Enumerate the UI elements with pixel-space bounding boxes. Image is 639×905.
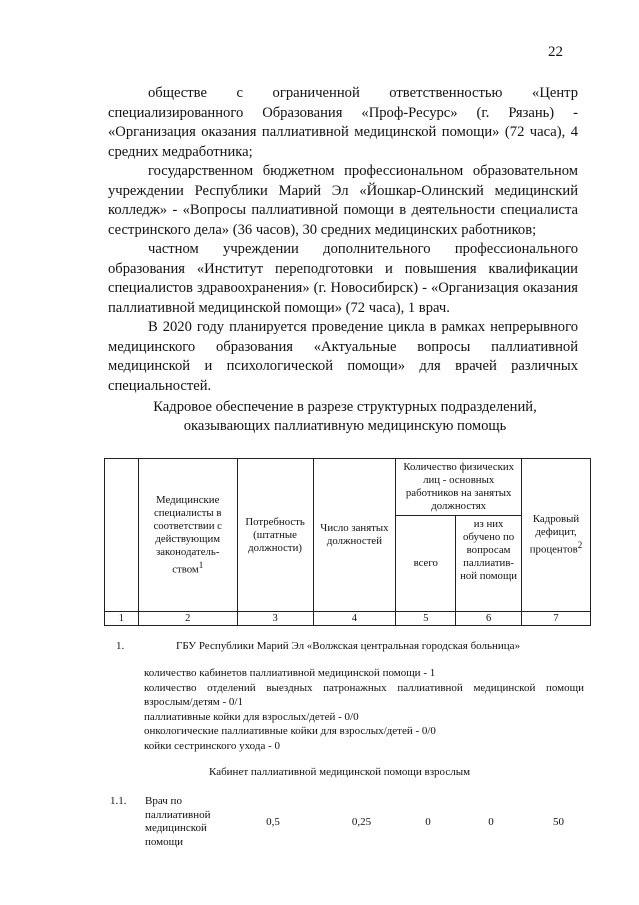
- table-caption: [110, 398, 580, 436]
- list-item: паллиативные койки для взрослых/детей - 0/0: [144, 710, 359, 723]
- row-trained: 0: [488, 816, 494, 828]
- paragraph-1: обществе с ограниченной ответственностью «Центр специализированного Образования «Проф-Ресурс» (г. Рязань) - «Организация оказания паллиативной медицинской помощи» (72 часа), 4 средних медработника;: [108, 85, 578, 160]
- column-number: 7: [522, 612, 591, 626]
- paragraph-2: государственном бюджетном профессиональном образовательном учреждении Республики Марий Эл «Йошкар-Олинский медицинский колледж» - «Вопросы паллиативной помощи в деятельности специалиста сестринского дела» (36 часов), 30 средних медицинских работников;: [108, 163, 578, 238]
- header-trained: из них обучено по вопросам паллиатив-ной помощи: [456, 516, 522, 612]
- section-items: [144, 666, 584, 753]
- staffing-table: [104, 458, 591, 626]
- column-number: 6: [456, 612, 522, 626]
- header-cell-index: [105, 459, 139, 612]
- column-numbers-row: [105, 612, 591, 626]
- page-number: 22: [548, 44, 563, 60]
- paragraph-4: В 2020 году планируется проведение цикла в рамках непрерывного медицинского образования «Актуальные вопросы паллиативной медицинской и психологической помощи» для врачей различных специальностей.: [108, 319, 578, 394]
- row-specialist-name: Врач по паллиативной медицинской помощи: [145, 795, 211, 848]
- row-number: 1.1.: [110, 795, 127, 807]
- header-group: Количество физических лиц - основных работников на занятых должностях: [396, 459, 522, 516]
- section-title: ГБУ Республики Марий Эл «Волжская центральная городская больница»: [176, 640, 521, 652]
- subsection-caption: Кабинет паллиативной медицинской помощи взрослым: [209, 766, 471, 778]
- row-occupied: 0,25: [351, 816, 372, 828]
- row-need: 0,5: [266, 816, 280, 828]
- section-number: 1.: [116, 640, 125, 652]
- row-deficit: 50: [553, 816, 564, 828]
- header-specialists: Медицинские специалисты в соответствии с действующим законодатель-ством$^1$: [138, 459, 237, 612]
- column-number: 4: [313, 612, 396, 626]
- body-text: [108, 84, 578, 396]
- list-item: количество кабинетов паллиативной медицинской помощи - 1: [144, 667, 436, 679]
- list-item: койки сестринского ухода - 0: [144, 739, 280, 752]
- caption-line-1: Кадровое обеспечение в разрезе структурных подразделений,: [153, 399, 537, 415]
- column-number: 1: [105, 612, 139, 626]
- list-item: онкологические паллиативные койки для взрослых/детей - 0/0: [144, 725, 436, 737]
- header-need: Потребность (штатные должности): [237, 459, 313, 612]
- header-total: всего: [396, 516, 456, 612]
- row-total: 0: [425, 816, 431, 828]
- column-number: 5: [396, 612, 456, 626]
- caption-line-2: оказывающих паллиативную медицинскую помощь: [183, 418, 507, 434]
- paragraph-3: частном учреждении дополнительного профессионального образования «Институт переподготовки и повышения квалификации специалистов здравоохранения» (г. Новосибирск) - «Организация оказания паллиативной медицинской помощи» (72 часа), 1 врач.: [108, 241, 578, 316]
- column-number: 3: [237, 612, 313, 626]
- header-occupied: Число занятых должностей: [313, 459, 396, 612]
- column-number: 2: [138, 612, 237, 626]
- list-item: количество отделений выездных патронажных паллиативной медицинской помощи взрослым/детям - 0/1: [144, 681, 584, 708]
- header-deficit: Кадровый дефицит, процентов$^2$: [522, 459, 591, 612]
